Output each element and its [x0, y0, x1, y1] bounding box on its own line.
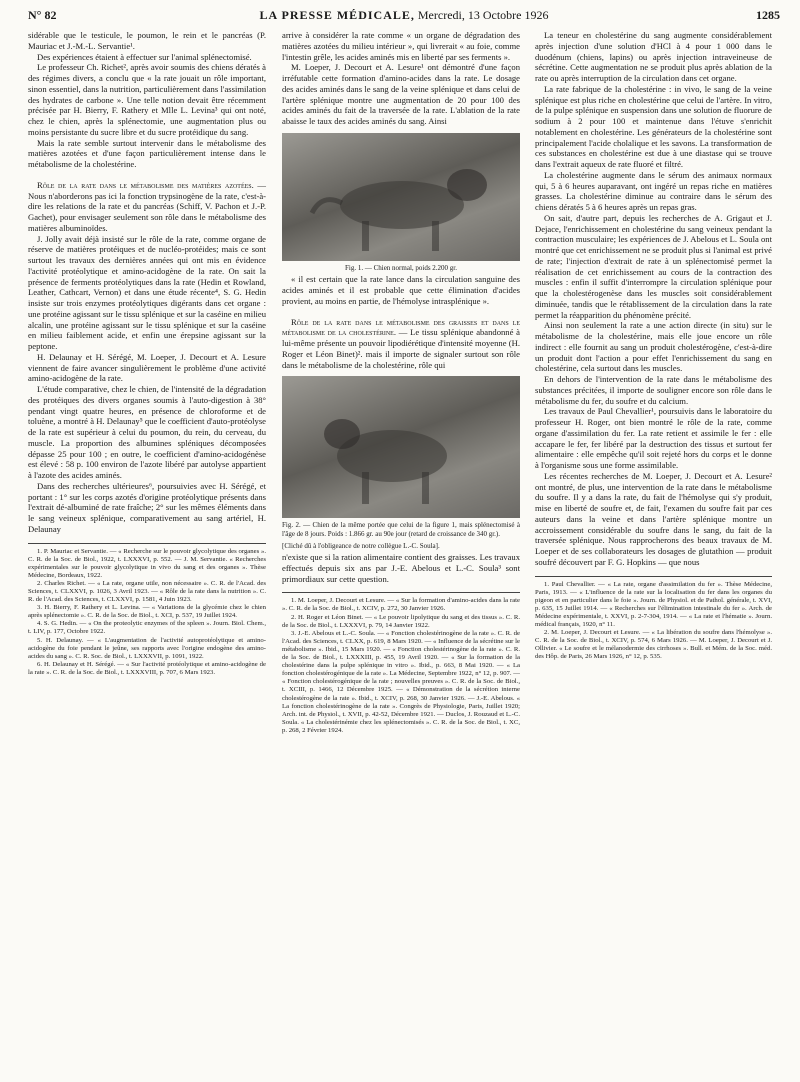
footnote-rule — [28, 543, 266, 544]
paragraph: M. Loeper, J. Decourt et A. Lesure¹ ont démontré d'une façon irréfutable cette formation d'amino-acides dans la rate. Le dosage des acides aminés dans le sang de la veine splénique et dans celui de l'artère splénique montre une augmentation de 20 pour 100 des acides aminés du fait de la traversée de la rate. L'ablation de la rate abaisse le taux des acides aminés du sang. Ainsi — [282, 62, 520, 126]
footnote: 2. M. Loeper, J. Decourt et Lesure. — « La libération du soufre dans l'hémolyse ». C. R. de la Soc. de Biol., t. XCIV, p. 574, 6 Mars 1926. — M. Loeper, J. Decourt et J. Ollivier. « Le soufre et le mélanodermie des cirrhoses ». Bull. et Mém. de la Soc. méd. des Hôp. de Paris, 26 Mars 1926, n° 12, p. 535. — [535, 629, 772, 661]
footnote-rule — [535, 576, 772, 577]
section-paragraph — [282, 317, 520, 371]
paragraph: Des expériences étaient à effectuer sur l'animal splénectomisé. — [37, 51, 252, 62]
page-header — [28, 6, 780, 26]
paragraph: « il est certain que la rate lance dans la circulation sanguine des acides aminés et il est probable que cette élimination d'acides provient, au moins en partie, de l'hémolyse intrasplénique ». — [282, 274, 520, 306]
issue-date: Mercredi, 13 Octobre 1926 — [417, 8, 549, 22]
section-text: — Nous n'aborderons pas ici la fonction trypsinogène de la rate, c'est-à-dire les relations de la rate et du pancréas (Schiff, V. Pachon et J.-P. Gachet), pour envisager seulement son rôle dans le métabolisme des matières albuminoïdes. — [28, 179, 266, 233]
page-number-left: N° 82 — [28, 8, 57, 22]
paragraph: La rate fabrique de la cholestérine : in vivo, le sang de la veine splénique est plus riche en cholestérine que celui de l'artère. In vitro, de la pulpe splénique en suspension dans une solution de fluorure de sodium à 2 pour 100 et maintenue dans l'étuve s'enrichit notablement en cholestérine. Les générateurs de la cholestérine sont principalement l'acide cholalique et les savons. La transformation de ces substances en cholestérine est due à une diastase qui se trouve dans l'extrait aqueux de rate fluoré et filtré. — [535, 83, 772, 169]
photo-splenectomized-dog — [282, 376, 520, 518]
paragraph: En dehors de l'intervention de la rate dans le métabolisme des substances précitées, il importe de souligner encore son rôle dans le métabolisme du fer, du soufre et du calcium. — [535, 374, 772, 406]
figure-1-caption: Fig. 1. — Chien normal, poids 2.200 gr. — [345, 263, 457, 272]
paragraph: Mais la rate semble surtout intervenir dans le métabolisme des matières azotées et d'une façon particulièrement intense dans le métabolisme de la cholestérine. — [28, 137, 266, 169]
column-3 — [535, 30, 772, 661]
paragraph: arrive à considérer la rate comme « un organe de dégradation des matières azotées du milieu intérieur », qui livrerait « au foie, comme l'intestin grêle, les acides aminés mis en liberté par ses ferments ». — [282, 30, 520, 62]
paragraph: Le professeur Ch. Richet², après avoir soumis des chiens dératés à des régimes divers, a conclu que « la rate jouait un rôle important, sinon essentiel, dans la nutrition, particulièrement dans l'assimilation des hydrates de carbone ». Une telle notion devait être récemment précisée par H. Bierry, F. Rathery et Mlle L. Levina³ qui ont noté, chez le chien, après la splénectomie, une augmentation plus ou moins persistante du sucre libre et du sucre protéidique du sang. — [28, 62, 266, 137]
footnote: 1. P. Mauriac et Servantie. — « Recherche sur le pouvoir glycolytique des organes ». C. R. de la Soc. de Biol., 1922, t. LXXXVI, p. 552. — J. M. Servantie. « Recherches expérimentales sur le pouvoir glycolytique in vivo du sang et des organes ». Thèse Médecine, Bordeaux, 1922. — [28, 547, 266, 579]
paragraph: n'existe que si la ration alimentaire contient des graisses. Les travaux effectués depuis six ans par J.-E. Abelous et L.-C. Soula³ sont primordiaux sur cette question. — [282, 552, 520, 584]
paragraph: La teneur en cholestérine du sang augmente considérablement après injection d'une solution d'HCl à 4 pour 1 000 dans le duodénum (chiens, lapins) ou après injection intraveineuse de sécrétine. Cette augmentation ne se produit plus après ablation de la rate ou après interruption de la circulation dans cet organe. — [535, 30, 772, 83]
paragraph: J. Jolly avait déjà insisté sur le rôle de la rate, comme organe de réserve de matières protéiques et de nucléo-protéides; mais ce sont surtout les travaux des dernières années qui ont mis en évidence l'activité protéolytique et amino-acidogène de la rate. On sait la présence de ferments protéolytiques dans la rate (Hedin et Rowland, Leather, Cathcart, Vernon) et dans une étude récente⁴, S. G. Hedin insiste sur trois enzymes protéolytiques digérants dans cet organe : une protéine agissant sur le tissu splénique et sur la caséine en milieu alcalin, une protéine agissant sur le tissu splénique et sur la caséine en milieu faiblement acide, et enfin une érepsine agissant sur la peptone. — [28, 233, 266, 351]
figure-2-credit: [Cliché dû à l'obligeance de notre collègue L.-C. Soula]. — [282, 541, 440, 550]
section-heading: Rôle de la rate dans le métabolisme des matières azotées. — [37, 179, 254, 190]
figure-1 — [282, 133, 520, 273]
footnote: 3. J.-E. Abelous et L.-C. Soula. — « Fonction cholestérinogène de la rate ». C. R. de l'Acad. des Sciences, t. CLXX, p. 619, 8 Mars 1920. — « Influence de la sécrétine sur le métabolisme ». Ibid., 15 Mars 1920. — « Fonction cholestérinogène de la rate ». C. R. de la Soc. de Biol., t. LXXXIII, p. 455, 19 Avril 1920. — « Sur la formation de la cholestérine dans la pulpe splénique in vitro ». Ibid., p. 663, 8 Mai 1920. — « La fonction cholestérogénique de la rate ». La Médecine, Septembre 1922, n° 12, p. 907. — « Fonction cholestérogénique de la rate ; nouvelles preuves ». C. R. de la Soc. de Biol., t. XCIII, p. 1466, 12 Décembre 1925. — « Démonstration de la sécrétion interne cholestérogène de la rate ». Ibid., t. XCIV, p. 268, 30 Janvier 1926. — J.-E. Abelous. « La fonction cholestérinogène de la rate ». Congrès de Physiologie, Paris, Juillet 1920; Arch. int. de Physiol., t. XVII, p. 42-52, Décembre 1921. — Duclos, J. Rouzaud et L.-C. Soula. « La cholestérinémie chez les splénectomisés ». C. R. de la Soc. de Biol., t. XC, p. 268, 2 Février 1924. — [282, 629, 520, 734]
paragraph: Les récentes recherches de M. Loeper, J. Decourt et A. Lesure² ont montré, de plus, une intervention de la rate dans le métabolisme du soufre. Il y a dans la rate, du fait de l'hémolyse qui s'y produit, mise en liberté de soufre et, de fait, l'examen du soufre fait par ces auteurs dans la veine et dans l'artère splénique montre un accroissement considérable du soufre dans le sang, du fait de la traversée splénique. Nous rapprocherons des beaux travaux de M. Loeper et de ses collaborateurs les dosages de glutathion — produit soufré découvert par F. G. Hopkins — que nous — [535, 470, 772, 567]
section-heading: Rôle de la rate dans le métabolisme des graisses et dans le métabolisme de la cholestérine. — [282, 316, 520, 338]
column-1 — [28, 30, 266, 677]
footnote-rule — [282, 592, 520, 593]
footnote: 5. H. Delaunay. — « L'augmentation de l'activité autoprotéolytique et amino-acidogène du foie pendant le jeûne, ses rapports avec l'origine endogène des amino-acides du sang ». C. R. Soc. de Biol., t. LXXXVII, p. 1091, 1922. — [28, 636, 266, 660]
paragraph: L'étude comparative, chez le chien, de l'intensité de la dégradation des protéiques des divers organes soumis à l'auto-digestion à 38° pendant vingt quatre heures, en présence de chloroforme et de toluène, a montré à H. Delaunay⁵ que le coefficient d'auto-protéolyse de la rate est supérieur à celui du poumon, du rein, du cerveau, du muscle. La proportion des albumines spléniques décomposées dépasse 25 pour 100 ; en outre, le coefficient d'amino-acidogénèse est élevé : 58 p. 100 environ de l'azote libéré par autolyse appartient à l'azote des acides aminés. — [28, 384, 266, 480]
footnote: 3. H. Bierry, F. Rathery et L. Levina. — « Variations de la glycémie chez le chien après splénectomie ». C. R. de la Soc. de Biol., t. XCI, p. 537, 19 Juillet 1924. — [28, 604, 266, 620]
paragraph: Dans des recherches ultérieures⁶, poursuivies avec H. Sérégé, et portant : 1° sur les corps azotés d'origine protéolytique présents dans l'extrait dé-albuminé de rate fraîche; 2° sur les mêmes éléments dans le sang veineux splénique, comparativement au sang artériel, H. Delaunay — [28, 480, 266, 534]
figure-2-caption: Fig. 2. — Chien de la même portée que celui de la figure 1, mais splénectomisé à l'âge de 8 jours. Poids : 1.866 gr. au 90e jour (retard de croissance de 340 gr.). — [282, 521, 520, 538]
page-number-right: 1285 — [756, 8, 780, 22]
paragraph: Les travaux de Paul Chevallier¹, poursuivis dans le laboratoire du professeur H. Roger, ont bien montré le rôle de la rate, comme organe d'assimilation du fer. La rate retient et assimile le fer : elle accapare le fer, fer libéré par la destruction des tissus et surtout fer alimentaire : elle empêche qu'il soit rejeté hors du corps et le donne à l'organisme sous une forme assimilable. — [535, 406, 772, 470]
dog-silhouette-icon — [282, 376, 520, 518]
paragraph: H. Delaunay et H. Sérégé, M. Loeper, J. Decourt et A. Lesure viennent de faire avancer singulièrement le problème d'une activité amino-acidogène de la rate. — [28, 351, 266, 384]
footnote: 1. M. Loeper, J. Decourt et Lesure. — « Sur la formation d'amino-acides dans la rate ». C. R. de la Soc. de Biol., t. XCIV, p. 272, 30 Janvier 1926. — [282, 597, 520, 613]
paragraph: sidérable que le testicule, le poumon, le rein et le pancréas (P. Mauriac et J.-M.-L. Servantie¹. — [28, 30, 266, 51]
dog-silhouette-icon — [282, 133, 520, 261]
footnote: 1. Paul Chevallier. — « La rate, organe d'assimilation du fer ». Thèse Médecine, Paris, 1913. — « L'influence de la rate sur la localisation du fer dans les organes du pigeon et en particulier dans le foie ». Journ. de Physiol. et de Pathol. générale, t. XVI, p. 635, 15 Juillet 1914. — « Recherches sur l'élimination intestinale du fer ». Arch. de Médecine expérimentale, t. XXVI, p. 2-7-304, 1914. — « La rate et l'hématie ». Journ. médical français, 1920, n° 11. — [535, 580, 772, 628]
section-paragraph — [28, 180, 266, 234]
journal-title: LA PRESSE MÉDICALE, — [259, 8, 415, 22]
figure-2 — [282, 376, 520, 550]
paragraph: La cholestérine augmente dans le sérum des animaux normaux qui, 5 à 6 heures auparavant, ont ingéré un repas riche en matières grasses. La cholestérine diminue au contraire dans le sérum des chiens dératés 5 à 6 heures après un repas gras. — [535, 169, 772, 212]
footnote: 4. S. G. Hedin. — « On the proteolytic enzymes of the spleen ». Journ. Biol. Chem., t. LIV, p. 177, Octobre 1922. — [28, 620, 266, 636]
running-title — [28, 8, 780, 23]
photo-normal-dog — [282, 133, 520, 261]
paragraph: Ainsi non seulement la rate a une action directe (in situ) sur le métabolisme de la cholestérine, mais elle joue encore un rôle indirect : elle fournit au sang un produit cholestérogène, c'est-à-dire un produit dont l'action a pour effet l'enrichissement du sang en cholestérine, cela surtout dans les muscles. — [535, 320, 772, 374]
footnote: 2. Charles Richet. — « La rate, organe utile, non nécessaire ». C. R. de l'Acad. des Sciences, t. CLXXVI, p. 1026, 3 Avril 1923. — « Rôle de la rate dans la nutrition ». C. R. de l'Acad. des Sciences, t. CLXXVI, p. 1581, 4 Juin 1923. — [28, 579, 266, 604]
footnote: 6. H. Delaunay et H. Sérégé. — « Sur l'activité protéolytique et amino-acidogène de la rate ». C. R. de la Soc. de Biol., t. LXXXVIII, p. 707, 6 Mars 1923. — [28, 660, 266, 676]
paragraph: On sait, d'autre part, depuis les recherches de A. Grigaut et J. Dejace, l'enrichissement en cholestérine du sang veineux pendant la contraction musculaire; les expériences de J. Abelous et L. Soula ont montré que cet enrichissement ne se produit plus si l'animal est privé de rate; l'injection d'extrait de rate à un splénectomisé permet la réalisation de cet enrichissement au cours de la contraction des muscles : enfin il suffit d'interrompre la circulation splénique pour que la cholestérogenèse dans les muscles soit considérablement diminuée, tandis que le rétablissement de la circulation dans la rate permet la réapparition du phénomène précité. — [535, 212, 772, 320]
column-2 — [282, 30, 520, 735]
section-text: — Le tissu splénique abandonné à lui-même présente un pouvoir lipodiérétique d'intensité moyenne (H. Roger et Léon Binet)². mais il importe de signaler surtout son rôle dans le métabolisme de la cholestérine, rôle qui — [282, 327, 520, 370]
footnote: 2. H. Roger et Léon Binet. — « Le pouvoir lipolytique du sang et des tissus ». C. R. de la Soc. de Biol., t. LXXXVI, p. 79, 14 Janvier 1922. — [282, 613, 520, 629]
